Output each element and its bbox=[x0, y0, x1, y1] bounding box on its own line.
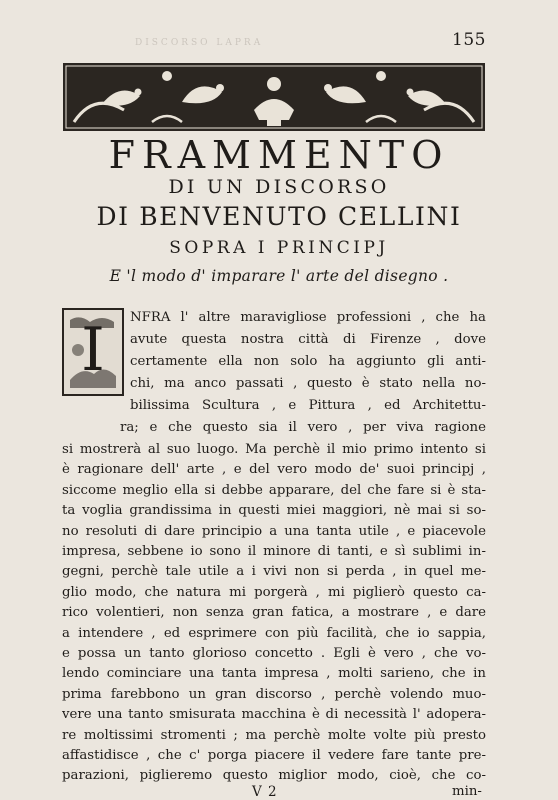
body-line: gegni, perchè tale utile a i vivi non si perda , in quel me- bbox=[62, 564, 486, 580]
body-line: chi, ma anco passati , questo è stato nella no- bbox=[130, 376, 486, 391]
heading-subtitle-3: SOPRA I PRINCIPJ bbox=[169, 238, 389, 258]
body-line: vere una tanto smisurata macchina è di necessità l' adopera- bbox=[62, 707, 486, 723]
body-line: bilissima Scultura , e Pittura , ed Architettu- bbox=[130, 398, 486, 413]
signature-mark: V 2 bbox=[252, 784, 278, 800]
body-line: siccome meglio ella si debbe apparare, del che fare si è sta- bbox=[62, 482, 486, 498]
body-line: impresa, sebbene io sono il minore di tanti, e sì sublimi in- bbox=[62, 544, 486, 559]
drop-cap-letter: I bbox=[81, 315, 105, 385]
body-line: affastidisce , che c' porga piacere il vedere fare tante pre- bbox=[62, 748, 486, 763]
body-line: ta voglia grandissima in questi miei maggiori, nè mai si so- bbox=[62, 503, 486, 519]
heading-author: DI BENVENUTO CELLINI bbox=[96, 202, 462, 231]
body-line: NFRA l' altre maravigliose professioni , che ha bbox=[130, 310, 486, 325]
bleed-through-text: DISCORSO LAPRA bbox=[135, 38, 264, 48]
drop-cap-initial bbox=[62, 308, 124, 396]
body-line: prima farebbono un gran discorso , perchè volendo muo- bbox=[62, 686, 486, 702]
body-line: a intendere , ed esprimere con più facilità, che io sappia, bbox=[62, 625, 486, 641]
body-line: e possa un tanto glorioso concetto . Egli è vero , che vo- bbox=[62, 646, 486, 661]
body-line: rico volentieri, non senza gran fatica, a mostrare , e dare bbox=[62, 605, 486, 621]
body-line: glio modo, che natura mi porgerà , mi piglierò questo ca- bbox=[62, 584, 486, 600]
catchword: min- bbox=[452, 784, 482, 800]
ornamental-headpiece bbox=[62, 62, 486, 132]
heading-title: FRAMMENTO bbox=[108, 133, 450, 177]
body-line: certamente ella non solo ha aggiunto gli anti- bbox=[130, 354, 486, 369]
body-line: si mostrerà al suo luogo. Ma perchè il mio primo intento si bbox=[62, 442, 486, 457]
body-line: lendo cominciare una tanta impresa , molti sarieno, che in bbox=[62, 666, 486, 682]
body-line: ra; e che questo sia il vero , per viva ragione bbox=[120, 420, 486, 435]
body-line: parazioni, piglieremo questo miglior modo, cioè, che co- bbox=[62, 768, 486, 784]
heading-subtitle-italic: E 'l modo d' imparare l' arte del disegno . bbox=[109, 267, 449, 285]
body-line: è ragionare dell' arte , e del vero modo de' suoi principj , bbox=[62, 462, 486, 478]
heading-subtitle-1: DI UN DISCORSO bbox=[168, 176, 390, 198]
body-line: no resoluti di dare principio a una tanta utile , e piacevole bbox=[62, 523, 486, 539]
page-number: 155 bbox=[452, 30, 486, 50]
body-line: re moltissimi stromenti ; ma perchè molte volte più presto bbox=[62, 727, 486, 743]
body-line: avute questa nostra città di Firenze , dove bbox=[130, 332, 486, 347]
